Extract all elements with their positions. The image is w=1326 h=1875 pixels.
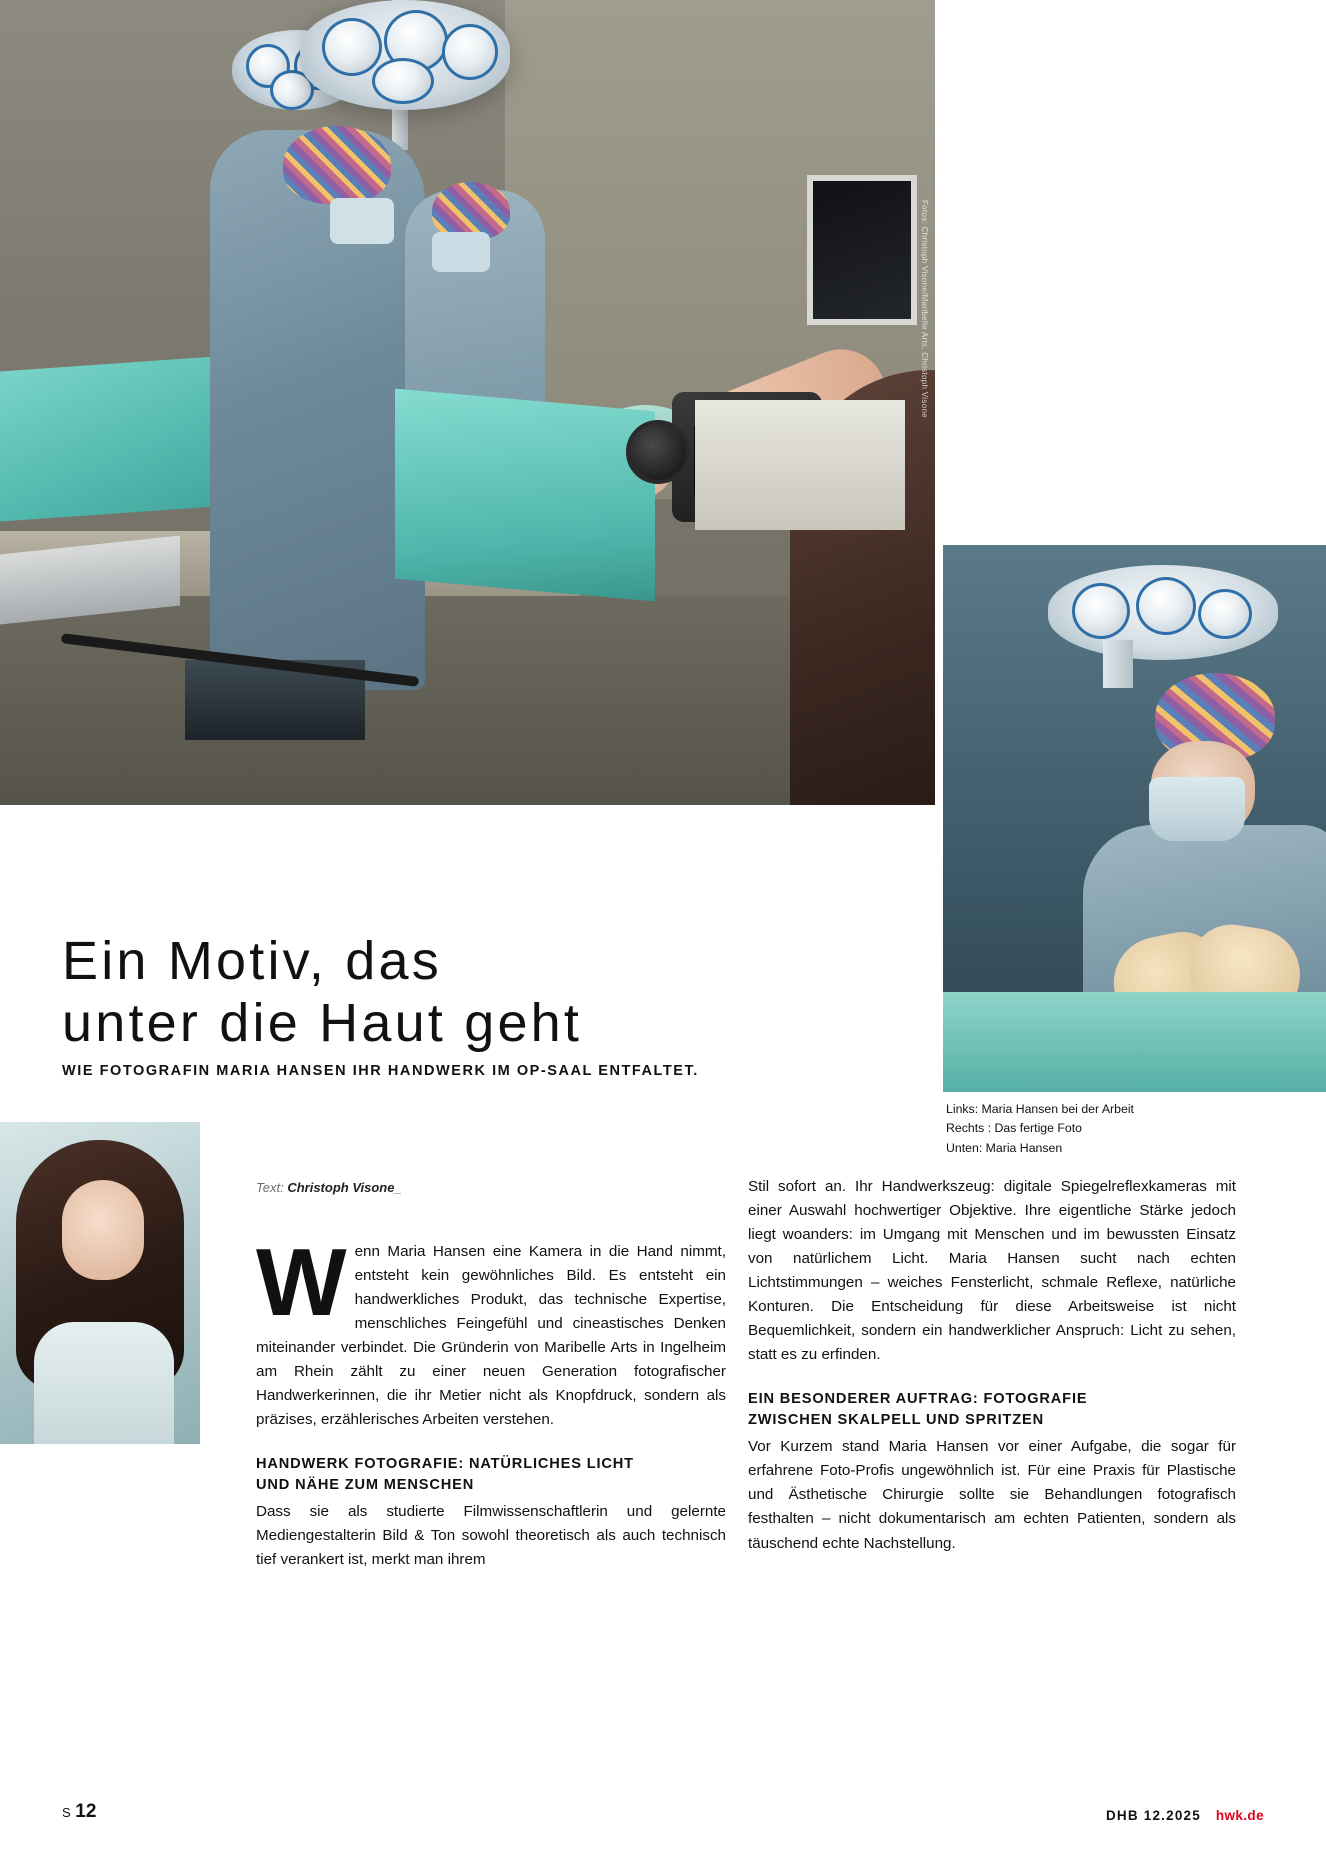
surgical-mask-icon — [330, 198, 394, 244]
paragraph-3: Stil sofort an. Ihr Handwerkszeug: digitale Spiegelreflexkameras mit einer Auswahl hochwertiger Objektive. Ihre eigentliche Stärke jedoch liegt woanders: im Umgang mit Menschen und im bewussten Einsatz von natürlichem Licht. Maria Hansen sucht nach echten Lichtstimmungen – weiches Fensterlicht, schmale Reflexe, natürliche Konturen. Die Entscheidung für diese Arbeitsweise ist nicht Bequemlichkeit, sondern ein handwerklicher Anspruch: Licht zu sehen, statt es zu erfinden. — [748, 1178, 1236, 1364]
subheading-1-line-2: UND NÄHE ZUM MENSCHEN — [256, 1477, 475, 1494]
surgical-lamp-handle — [1103, 640, 1133, 688]
subheading-2-line-1: EIN BESONDERER AUFTRAG: FOTOGRAFIE — [748, 1391, 1088, 1408]
portrait-face — [62, 1180, 144, 1280]
surgical-lamp-head — [300, 0, 510, 110]
image-captions — [946, 1100, 1316, 1158]
article-kicker: WIE FOTOGRAFIN MARIA HANSEN IHR HANDWERK IM OP-SAAL ENTFALTET. — [62, 1063, 699, 1079]
lamp-bulb-icon — [1072, 583, 1130, 639]
page-number-block — [62, 1801, 96, 1823]
patient-drape-right — [395, 389, 655, 602]
lamp-bulb-icon — [322, 18, 382, 76]
headline-line-1: Ein Motiv, das — [62, 931, 442, 992]
lamp-bulb-icon — [372, 58, 434, 104]
portrait-body — [34, 1322, 174, 1444]
footer-meta — [1106, 1808, 1264, 1823]
paragraph-4: Vor Kurzem stand Maria Hansen vor einer Aufgabe, die sogar für erfahrene Foto-Profis ungewöhnlich ist. Für eine Praxis für Plastische und Ästhetische Chirurgie sollte sie Behandlungen fotografisch festhalten – nicht dokumentarisch am echten Patienten, sondern als täuschend echte Nachstellung. — [748, 1438, 1236, 1552]
camera-lens-icon — [626, 420, 690, 484]
page-number: 12 — [75, 1801, 97, 1822]
portrait-image — [0, 1122, 200, 1444]
headline-line-2: unter die Haut geht — [62, 992, 583, 1053]
caption-left: Links: Maria Hansen bei der Arbeit — [946, 1102, 1134, 1116]
subheading-2 — [748, 1389, 1236, 1431]
body-column-right — [748, 1175, 1236, 1556]
body-column-left — [256, 1229, 726, 1572]
lamp-bulb-icon — [1136, 577, 1196, 635]
subheading-2-line-2: ZWISCHEN SKALPELL UND SPRITZEN — [748, 1412, 1045, 1429]
surgical-mask-icon — [1149, 777, 1245, 841]
hero-image — [0, 0, 935, 805]
subheading-1 — [256, 1454, 726, 1496]
byline-label: Text: — [256, 1180, 284, 1195]
hero-photo-credit: Fotos: Christoph Visone/Maribelle Arts, Christoph Visone — [920, 200, 929, 418]
surgical-mask-icon — [432, 232, 490, 272]
byline-dash: _ — [394, 1180, 402, 1195]
sterile-drape — [943, 992, 1326, 1092]
section-marker: S — [62, 1805, 72, 1820]
brand-label: hwk.de — [1215, 1808, 1264, 1823]
surgical-lamp-head — [1048, 565, 1278, 660]
lamp-bulb-icon — [442, 24, 498, 80]
drop-cap: W — [256, 1229, 347, 1336]
lamp-bulb-icon — [1198, 589, 1252, 639]
paragraph-intro — [256, 1229, 726, 1432]
caption-right: Rechts : Das fertige Foto — [946, 1121, 1083, 1136]
surgical-cap-icon — [283, 126, 391, 204]
paragraph-2: Dass sie als studierte Filmwissenschaftlerin und gelernte Mediengestalterin Bild & Ton sowohl theoretisch als auch technisch tief verankert ist, merkt man ihrem — [256, 1503, 726, 1569]
supply-cart — [695, 400, 905, 530]
caption-bottom: Unten: Maria Hansen — [946, 1140, 1063, 1155]
subheading-1-line-1: HANDWERK FOTOGRAFIE: NATÜRLICHES LICHT — [256, 1456, 634, 1473]
page-title — [62, 931, 942, 1054]
issue-label: DHB 12.2025 — [1105, 1808, 1201, 1823]
finished-photo-image — [943, 545, 1326, 1092]
byline-author: Christoph Visone — [287, 1180, 395, 1195]
byline — [256, 1180, 402, 1195]
or-monitor — [807, 175, 917, 325]
paragraph-intro-text: enn Maria Hansen eine Kamera in die Hand nimmt, entsteht kein gewöhnliches Bild. Es entsteht ein handwerkliches Produkt, das technische Expertise, menschliches Feingefühl und cineastisches Denken miteinander verbindet. Die Gründerin von Maribelle Arts in Ingelheim am Rhein zählt zu einer neuen Generation fotografischer Handwerkerinnen, die ihr Metier nicht als Knopfdruck, sondern als präzises, erzählerisches Arbeiten verstehen. — [256, 1243, 726, 1429]
